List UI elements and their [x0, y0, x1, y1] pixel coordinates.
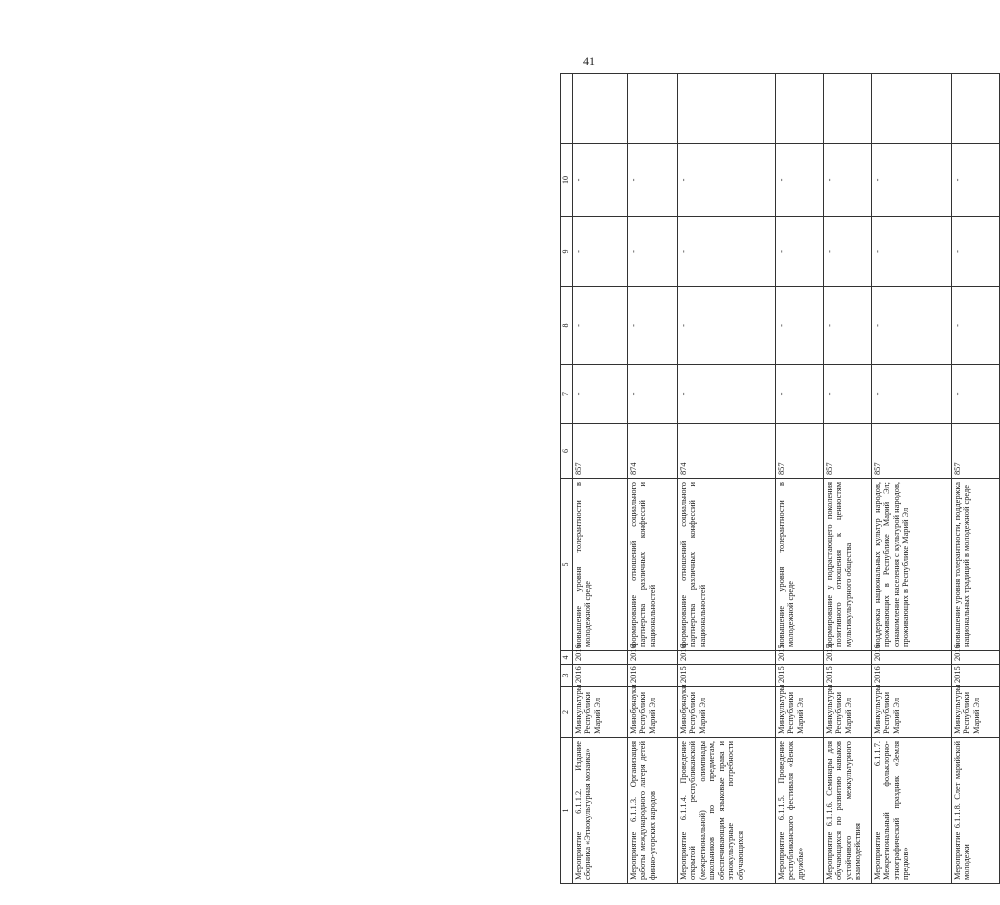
- start-year-cell: 2016: [628, 665, 678, 687]
- value-cell: -: [573, 287, 628, 365]
- start-year-cell: 2015: [824, 665, 872, 687]
- activity-name-cell: Мероприятие 6.1.1.8. Слет марийской молодежи: [952, 738, 1000, 884]
- blank-cell: [678, 74, 776, 144]
- rotated-table-container: [560, 74, 1000, 884]
- executor-cell: Минкультуры Республики Марий Эл: [573, 687, 628, 738]
- value-cell: -: [952, 365, 1000, 424]
- column-header: 9: [561, 217, 573, 287]
- value-cell: -: [952, 217, 1000, 287]
- column-header: 6: [561, 424, 573, 479]
- activity-name-cell: Мероприятие 6.1.1.5. Проведение республиканского фестиваля «Венок дружбы»: [776, 738, 824, 884]
- table-header-row: [561, 74, 573, 884]
- value-cell: -: [628, 144, 678, 217]
- code-cell: 874: [678, 424, 776, 479]
- table-row: [678, 74, 776, 884]
- value-cell: -: [776, 287, 824, 365]
- start-year-cell: 2015: [952, 665, 1000, 687]
- start-year-cell: 2016: [573, 665, 628, 687]
- value-cell: -: [776, 365, 824, 424]
- code-cell: 857: [573, 424, 628, 479]
- value-cell: -: [824, 365, 872, 424]
- value-cell: -: [872, 144, 952, 217]
- executor-cell: Минкультуры Республики Марий Эл: [776, 687, 824, 738]
- activity-name-cell: Мероприятие 6.1.1.6. Семинары для обучающихся по развитию навыков устойчивого межкультурного взаимодействия: [824, 738, 872, 884]
- expected-result-cell: формирование отношений социального партнерства различных конфессий и национальностей: [628, 479, 678, 651]
- value-cell: -: [573, 217, 628, 287]
- value-cell: -: [952, 144, 1000, 217]
- column-header: 8: [561, 287, 573, 365]
- executor-cell: Минобрнауки Республики Марий Эл: [678, 687, 776, 738]
- table-row: [573, 74, 628, 884]
- end-year-cell: 2016: [573, 651, 628, 665]
- activity-name-cell: Мероприятие 6.1.1.2. Издание сборника «Этнокультурная мозаика»: [573, 738, 628, 884]
- value-cell: -: [952, 287, 1000, 365]
- activity-name-cell: Мероприятие 6.1.1.3. Организация работы международного лагеря детей финно-угорских народов: [628, 738, 678, 884]
- start-year-cell: 2016: [872, 665, 952, 687]
- blank-column-header: [561, 74, 573, 144]
- value-cell: -: [678, 365, 776, 424]
- executor-cell: Минкультуры Республики Марий Эл: [952, 687, 1000, 738]
- start-year-cell: 2015: [678, 665, 776, 687]
- column-header: 7: [561, 365, 573, 424]
- end-year-cell: 2016: [952, 651, 1000, 665]
- start-year-cell: 2015: [776, 665, 824, 687]
- value-cell: -: [573, 144, 628, 217]
- expected-result-cell: повышение уровня толерантности в молодежной среде: [573, 479, 628, 651]
- blank-cell: [776, 74, 824, 144]
- end-year-cell: 2016: [678, 651, 776, 665]
- column-header: 4: [561, 651, 573, 665]
- blank-cell: [872, 74, 952, 144]
- code-cell: 857: [776, 424, 824, 479]
- code-cell: 857: [824, 424, 872, 479]
- table-row: [776, 74, 824, 884]
- expected-result-cell: формирование у подрастающего поколения позитивного отношения к ценностям мультикультурного общества: [824, 479, 872, 651]
- value-cell: -: [628, 217, 678, 287]
- code-cell: 857: [872, 424, 952, 479]
- column-header: 2: [561, 687, 573, 738]
- value-cell: -: [678, 144, 776, 217]
- table-row: [952, 74, 1000, 884]
- expected-result-cell: повышение уровня толерантности, поддержка национальных традиций в молодежной среде: [952, 479, 1000, 651]
- value-cell: -: [776, 144, 824, 217]
- column-header: 5: [561, 479, 573, 651]
- code-cell: 874: [628, 424, 678, 479]
- end-year-cell: 2016: [628, 651, 678, 665]
- table-row: [872, 74, 952, 884]
- executor-cell: Минкультуры Республики Марий Эл: [872, 687, 952, 738]
- executor-cell: Минобрнауки Республики Марий Эл: [628, 687, 678, 738]
- blank-cell: [573, 74, 628, 144]
- value-cell: -: [628, 287, 678, 365]
- value-cell: -: [628, 365, 678, 424]
- expected-result-cell: повышение уровня толерантности в молодежной среде: [776, 479, 824, 651]
- end-year-cell: 2015: [824, 651, 872, 665]
- value-cell: -: [872, 217, 952, 287]
- value-cell: -: [573, 365, 628, 424]
- value-cell: -: [678, 287, 776, 365]
- executor-cell: Минкультуры Республики Марий Эл: [824, 687, 872, 738]
- value-cell: -: [824, 217, 872, 287]
- column-header: 3: [561, 665, 573, 687]
- expected-result-cell: формирование отношений социального партнерства различных конфессий и национальностей: [678, 479, 776, 651]
- table-row: [824, 74, 872, 884]
- expected-result-cell: поддержка национальных культур народов, проживающих в Республике Марий Эл; ознакомление населения с культурой народов, проживающих в Республике Марий Эл: [872, 479, 952, 651]
- end-year-cell: 2015: [776, 651, 824, 665]
- value-cell: -: [872, 365, 952, 424]
- activity-name-cell: Мероприятие 6.1.1.4. Проведение открытой республиканской (межрегиональной) олимпиады школьников по предметам, обеспечивающим языковые права и этнокультурные потребности обучающихся: [678, 738, 776, 884]
- table-row: [628, 74, 678, 884]
- blank-cell: [824, 74, 872, 144]
- value-cell: -: [824, 144, 872, 217]
- page-number: 41: [583, 54, 595, 68]
- program-activities-table: [560, 73, 1000, 884]
- end-year-cell: 2016: [872, 651, 952, 665]
- value-cell: -: [678, 217, 776, 287]
- value-cell: -: [824, 287, 872, 365]
- value-cell: -: [776, 217, 824, 287]
- value-cell: -: [872, 287, 952, 365]
- blank-cell: [952, 74, 1000, 144]
- blank-cell: [628, 74, 678, 144]
- column-header: 10: [561, 144, 573, 217]
- activity-name-cell: Мероприятие 6.1.1.7. Межрегиональный фольклорно-этнографический праздник «Земля предков»: [872, 738, 952, 884]
- column-header: 1: [561, 738, 573, 884]
- code-cell: 857: [952, 424, 1000, 479]
